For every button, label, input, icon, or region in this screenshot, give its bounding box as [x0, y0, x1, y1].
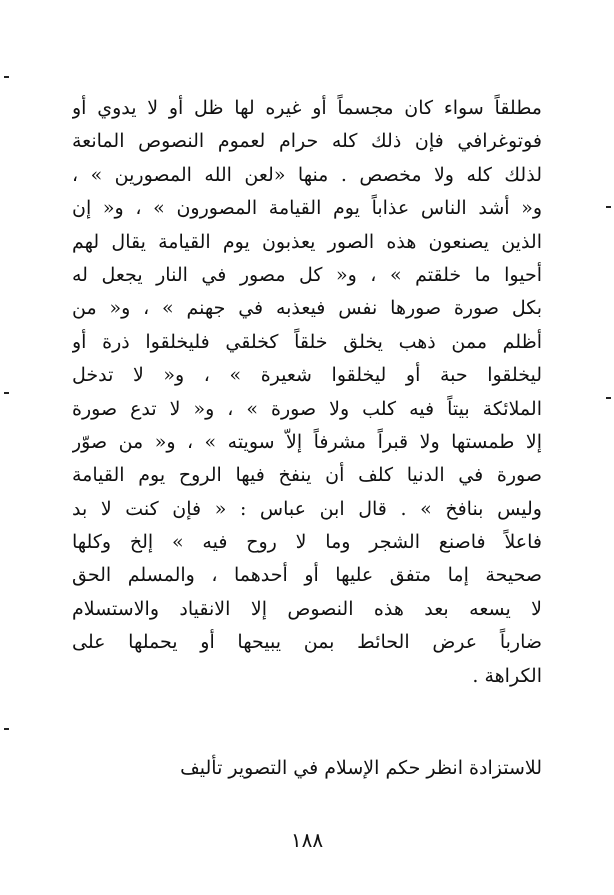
text-line: لذلك كله ولا مخصص . منها «لعن الله المصورين » ،	[72, 163, 542, 186]
margin-mark	[606, 206, 611, 208]
text-line: الملائكة بيتاً فيه كلب ولا صورة » ، و« لا تدع صورة	[72, 397, 542, 420]
text-line: وليس بنافخ » . قال ابن عباس : « فإن كنت لا بد	[72, 497, 542, 520]
text-line: و« أشد الناس عذاباً يوم القيامة المصورون » ، و« إن	[72, 197, 542, 220]
text-line-final: الكراهة .	[472, 664, 542, 687]
text-line: الذين يصنعون هذه الصور يعذبون يوم القيامة يقال لهم	[72, 230, 542, 253]
margin-mark	[4, 728, 9, 730]
text-line: ضارباً عرض الحائط بمن يبيحها أو يحملها على	[72, 631, 542, 654]
text-line: إلا طمستها ولا قبراً مشرفاً إلاّ سويته » ، و« من صوّر	[72, 430, 542, 453]
text-line: فوتوغرافي فإن ذلك كله حرام لعموم النصوص المانعة	[72, 130, 542, 153]
footnote-line: للاستزادة انظر حكم الإسلام في التصوير تأليف	[180, 757, 542, 779]
margin-mark	[606, 397, 611, 399]
text-line: صورة في الدنيا كلف أن ينفخ فيها الروح يوم القيامة	[72, 464, 542, 487]
text-line: أظلم ممن ذهب يخلق خلقاً كخلقي فليخلقوا ذرة أو	[72, 330, 542, 353]
margin-mark	[4, 76, 9, 78]
text-line: لا يسعه بعد هذه النصوص إلا الانقياد والاستسلام	[72, 597, 542, 620]
text-line: بكل صورة صورها نفس فيعذبه في جهنم » ، و« من	[72, 297, 542, 320]
text-line: مطلقاً سواء كان مجسماً أو غيره لها ظل أو لا يدوي أو	[72, 97, 542, 119]
margin-mark	[4, 392, 9, 394]
main-text-block	[72, 92, 542, 693]
text-line: فاعلاً فاصنع الشجر وما لا روح فيه » إلخ وكلها	[72, 531, 542, 554]
text-line: أحيوا ما خلقتم » ، و« كل مصور في النار يجعل له	[72, 263, 542, 286]
text-line: صحيحة إما متفق عليها أو أحدهما ، والمسلم الحق	[72, 564, 542, 587]
text-line: ليخلقوا حبة أو ليخلقوا شعيرة » ، و« لا تدخل	[72, 364, 542, 387]
page-number: ١٨٨	[290, 828, 324, 852]
